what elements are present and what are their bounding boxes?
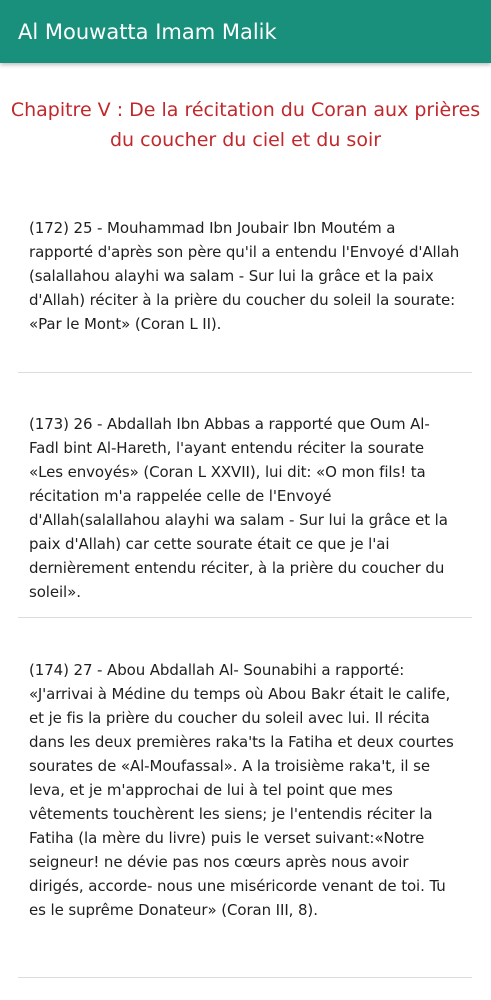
- hadith-172-text: (172) 25 - Mouhammad Ibn Joubair Ibn Moutém a rapporté d'après son père qu'il a entendu l'Envoyé d'Allah (salallahou alayhi wa salam - Sur lui la grâce et la paix d'Allah) réciter à la prière du coucher du soleil la sourate: «Par le Mont» (Coran L II).: [29, 219, 460, 333]
- hadith-173-text: (173) 26 - Abdallah Ibn Abbas a rapporté que Oum Al- Fadl bint Al-Hareth, l'ayant entendu réciter la sourate «Les envoyés» (Coran L XXVII), lui dit: «O mon fils! ta récitation m'a rappelée celle de l'Envoyé d'Allah(salallahou alayhi wa salam - Sur lui la grâce et la paix d'Allah) car cette sourate était ce que je l'ai dernièrement entendu réciter, à la prière du coucher du soleil».: [29, 415, 448, 601]
- hadith-divider: [18, 372, 472, 373]
- hadith-divider: [18, 617, 472, 618]
- hadith-174-text: (174) 27 - Abou Abdallah Al- Sounabihi a rapporté: «J'arrivai à Médine du temps où Abou Bakr était le calife, et je fis la prière du coucher du soleil avec lui. Il récita dans les deux premières raka'ts la Fatiha et deux courtes sourates de «Al-Moufassal». A la troisième raka't, il se leva, et je m'approchai de lui à tel point que mes vêtements touchèrent les siens; je l'entendis réciter la Fatiha (la mère du livre) puis le verset suivant:«Notre seigneur! ne dévie pas nos cœurs après nous avoir dirigés, accorde- nous une miséricorde venant de toi. Tu es le suprême Donateur» (Coran III, 8).: [29, 661, 454, 919]
- hadith-divider: [18, 977, 472, 978]
- app-bar: [0, 0, 491, 63]
- content-scroll-area[interactable]: [0, 63, 491, 1000]
- chapter-title: Chapitre V : De la récitation du Coran aux prières du coucher du ciel et du soir: [10, 99, 481, 151]
- app-title: Al Mouwatta Imam Malik: [18, 19, 277, 44]
